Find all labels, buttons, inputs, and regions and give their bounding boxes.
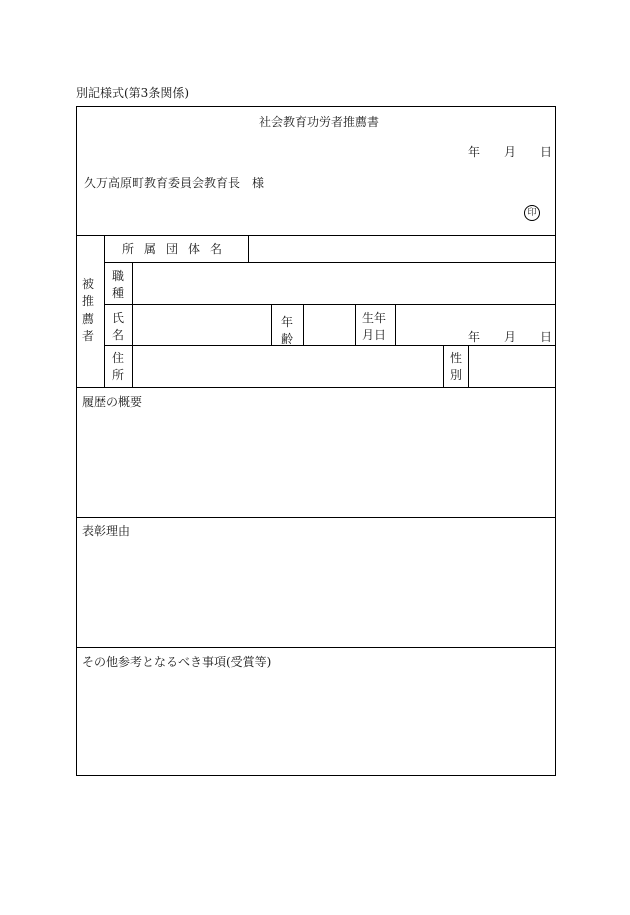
divider-gender-label <box>468 345 469 387</box>
addressee: 久万高原町教育委員会教育長 様 <box>84 176 265 190</box>
nominee-label <box>82 276 94 346</box>
history-section-label: 履歴の概要 <box>82 395 143 409</box>
divider-age-value <box>355 304 356 345</box>
form-frame <box>76 106 556 776</box>
nominee-char: 者 <box>82 329 95 344</box>
form-title: 社会教育功労者推薦書 <box>259 115 380 129</box>
birth-month: 月 <box>504 330 517 344</box>
divider-org-value <box>248 235 249 262</box>
other-section-label: その他参考となるべき事項(受賞等) <box>82 655 272 669</box>
divider-header-bottom <box>76 235 556 236</box>
divider-nominee-column <box>104 235 105 387</box>
birth-label: 生年 月日 <box>362 311 387 343</box>
age-label: 年 齢 <box>281 315 294 347</box>
divider-org-bottom <box>104 262 556 263</box>
date-day: 日 <box>540 145 553 159</box>
divider-age-label <box>303 304 304 345</box>
divider-nominee-bottom <box>76 387 556 388</box>
divider-label-column <box>132 262 133 387</box>
seal-mark: 印 <box>524 205 540 221</box>
nominee-char: 推 <box>82 294 95 309</box>
nominee-char: 被 <box>82 277 95 291</box>
form-label: 別記様式(第3条関係) <box>76 86 189 100</box>
divider-birth-label <box>395 304 396 345</box>
name-label: 氏 名 <box>112 311 125 343</box>
nominee-char: 薦 <box>82 311 95 326</box>
organization-label: 所属団体名 <box>122 242 233 256</box>
divider-occupation-bottom <box>104 304 556 305</box>
address-label: 住 所 <box>112 351 125 383</box>
reason-section-label: 表彰理由 <box>82 524 131 538</box>
divider-history-bottom <box>76 517 556 518</box>
divider-name-bottom <box>104 345 556 346</box>
birth-year: 年 <box>468 330 481 344</box>
divider-name-value <box>271 304 272 345</box>
occupation-label: 職 種 <box>112 269 125 301</box>
divider-address-value <box>443 345 444 387</box>
birth-day: 日 <box>540 330 553 344</box>
divider-reason-bottom <box>76 647 556 648</box>
date-year: 年 <box>468 145 481 159</box>
date-month: 月 <box>504 145 517 159</box>
gender-label: 性 別 <box>450 351 463 383</box>
